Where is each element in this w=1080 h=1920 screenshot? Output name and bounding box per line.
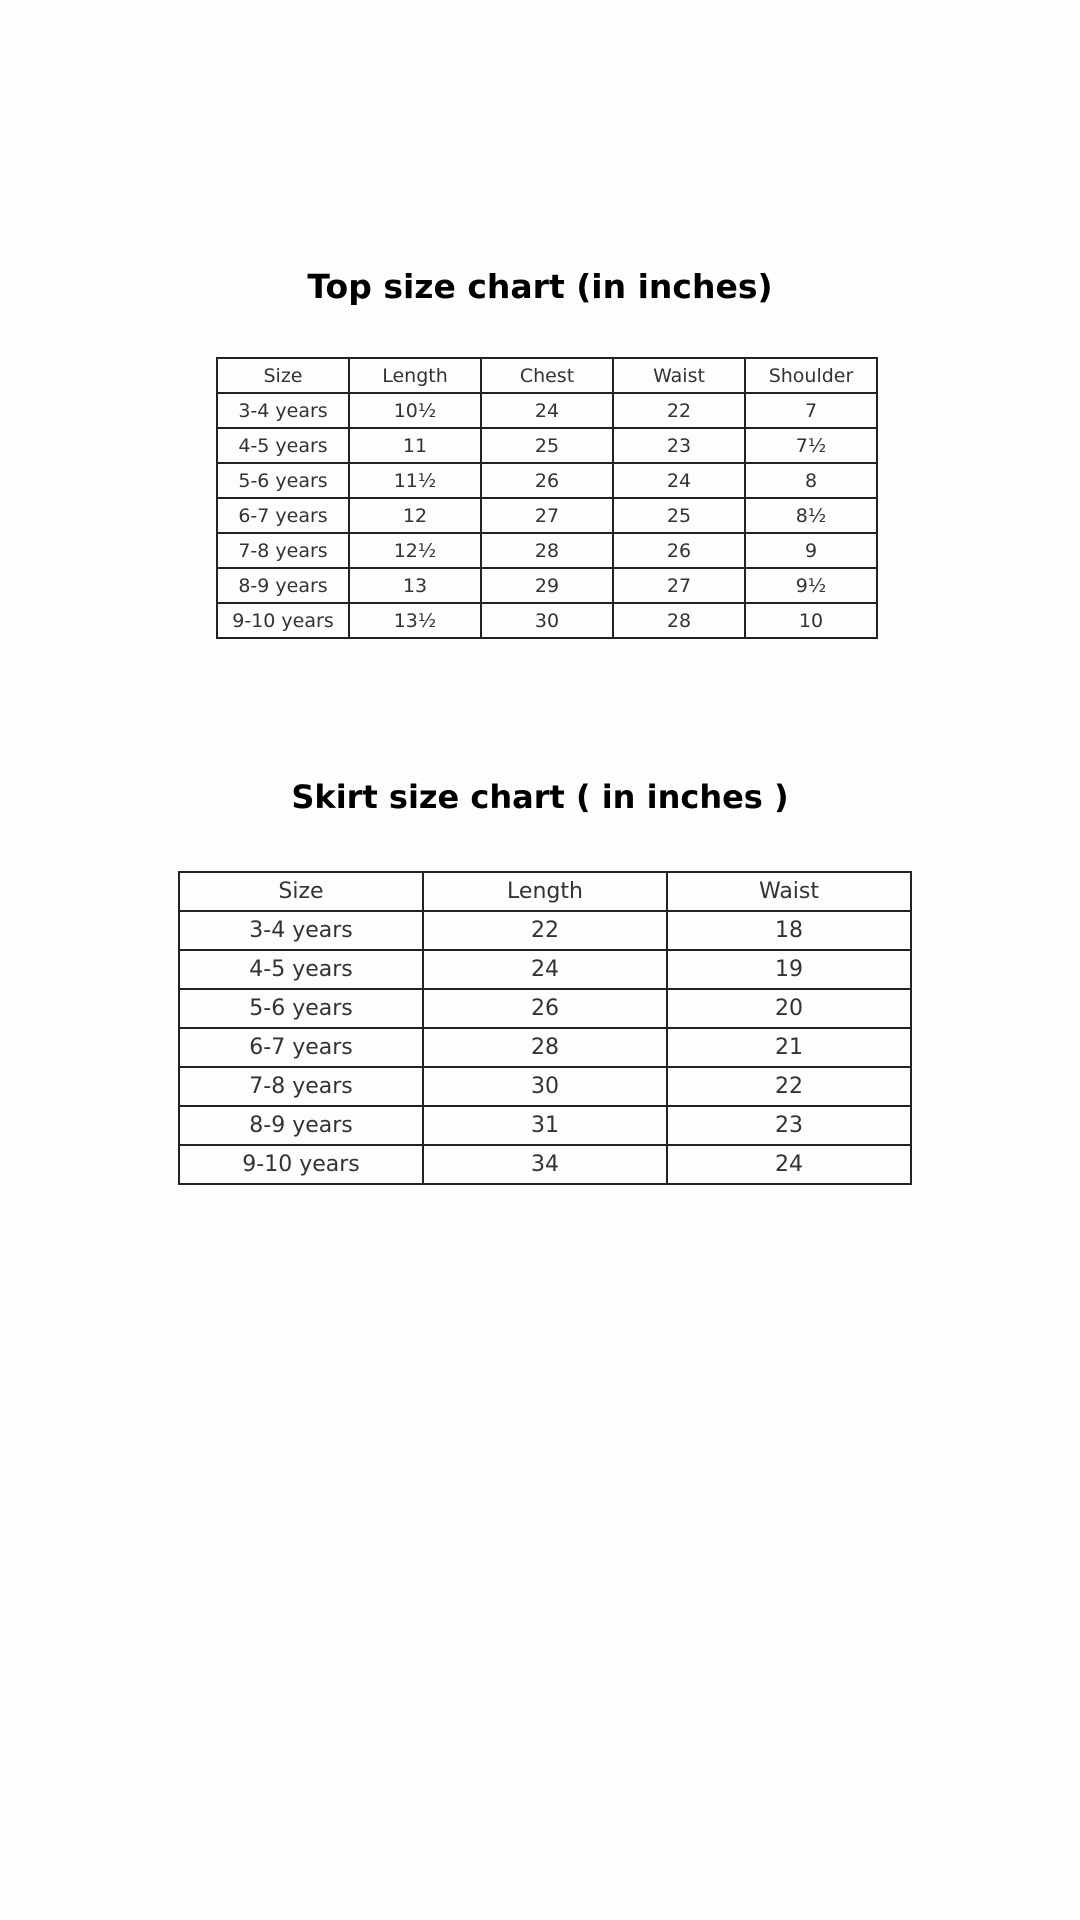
- table-row: [179, 911, 911, 950]
- table-cell: 22: [667, 1067, 911, 1106]
- table-cell: 8-9 years: [217, 568, 349, 603]
- table-cell: 9-10 years: [217, 603, 349, 638]
- table-cell: 25: [481, 428, 613, 463]
- table-cell: 9½: [745, 568, 877, 603]
- table-cell: 7-8 years: [217, 533, 349, 568]
- table-cell: 7½: [745, 428, 877, 463]
- table-row: [179, 1106, 911, 1145]
- table-cell: 5-6 years: [217, 463, 349, 498]
- table-cell: 28: [613, 603, 745, 638]
- table-row: [179, 1028, 911, 1067]
- table-row: [217, 533, 877, 568]
- table-row: [217, 428, 877, 463]
- table-cell: 18: [667, 911, 911, 950]
- table-cell: 12: [349, 498, 481, 533]
- table-cell: 4-5 years: [217, 428, 349, 463]
- table-row: [179, 950, 911, 989]
- table-row: [217, 568, 877, 603]
- table-header-row: [179, 872, 911, 911]
- table-cell: 24: [667, 1145, 911, 1184]
- table-cell: 22: [423, 911, 667, 950]
- table-cell: 24: [481, 393, 613, 428]
- table-cell: 9: [745, 533, 877, 568]
- table-cell: 5-6 years: [179, 989, 423, 1028]
- table-row: [179, 989, 911, 1028]
- table-cell: 27: [613, 568, 745, 603]
- table-cell: 6-7 years: [217, 498, 349, 533]
- header-length: Length: [349, 358, 481, 393]
- table-cell: 11: [349, 428, 481, 463]
- table-cell: 8-9 years: [179, 1106, 423, 1145]
- table-row: [179, 1067, 911, 1106]
- table-row: [217, 603, 877, 638]
- table-cell: 24: [613, 463, 745, 498]
- table-cell: 26: [481, 463, 613, 498]
- top-size-table: [216, 357, 878, 639]
- table-cell: 10: [745, 603, 877, 638]
- table-cell: 3-4 years: [217, 393, 349, 428]
- table-cell: 34: [423, 1145, 667, 1184]
- skirt-size-table: [178, 871, 912, 1185]
- table-cell: 25: [613, 498, 745, 533]
- header-waist: Waist: [613, 358, 745, 393]
- table-row: [179, 1145, 911, 1184]
- table-cell: 19: [667, 950, 911, 989]
- table-cell: 6-7 years: [179, 1028, 423, 1067]
- table-cell: 7-8 years: [179, 1067, 423, 1106]
- table-cell: 8½: [745, 498, 877, 533]
- table-cell: 22: [613, 393, 745, 428]
- table-cell: 23: [667, 1106, 911, 1145]
- table-cell: 8: [745, 463, 877, 498]
- table-cell: 13: [349, 568, 481, 603]
- header-waist: Waist: [667, 872, 911, 911]
- table-cell: 26: [423, 989, 667, 1028]
- table-row: [217, 393, 877, 428]
- table-cell: 10½: [349, 393, 481, 428]
- table-cell: 20: [667, 989, 911, 1028]
- table-cell: 27: [481, 498, 613, 533]
- top-size-chart-title: Top size chart (in inches): [307, 267, 773, 306]
- table-cell: 28: [481, 533, 613, 568]
- table-cell: 13½: [349, 603, 481, 638]
- table-row: [217, 498, 877, 533]
- table-cell: 29: [481, 568, 613, 603]
- table-row: [217, 463, 877, 498]
- header-size: Size: [217, 358, 349, 393]
- table-header-row: [217, 358, 877, 393]
- table-cell: 7: [745, 393, 877, 428]
- table-cell: 9-10 years: [179, 1145, 423, 1184]
- table-cell: 28: [423, 1028, 667, 1067]
- header-chest: Chest: [481, 358, 613, 393]
- table-cell: 30: [423, 1067, 667, 1106]
- table-cell: 26: [613, 533, 745, 568]
- skirt-size-chart-title: Skirt size chart ( in inches ): [291, 778, 789, 816]
- header-shoulder: Shoulder: [745, 358, 877, 393]
- table-cell: 23: [613, 428, 745, 463]
- table-cell: 3-4 years: [179, 911, 423, 950]
- table-cell: 4-5 years: [179, 950, 423, 989]
- table-cell: 12½: [349, 533, 481, 568]
- table-cell: 11½: [349, 463, 481, 498]
- header-length: Length: [423, 872, 667, 911]
- table-cell: 30: [481, 603, 613, 638]
- table-cell: 31: [423, 1106, 667, 1145]
- table-cell: 21: [667, 1028, 911, 1067]
- header-size: Size: [179, 872, 423, 911]
- table-cell: 24: [423, 950, 667, 989]
